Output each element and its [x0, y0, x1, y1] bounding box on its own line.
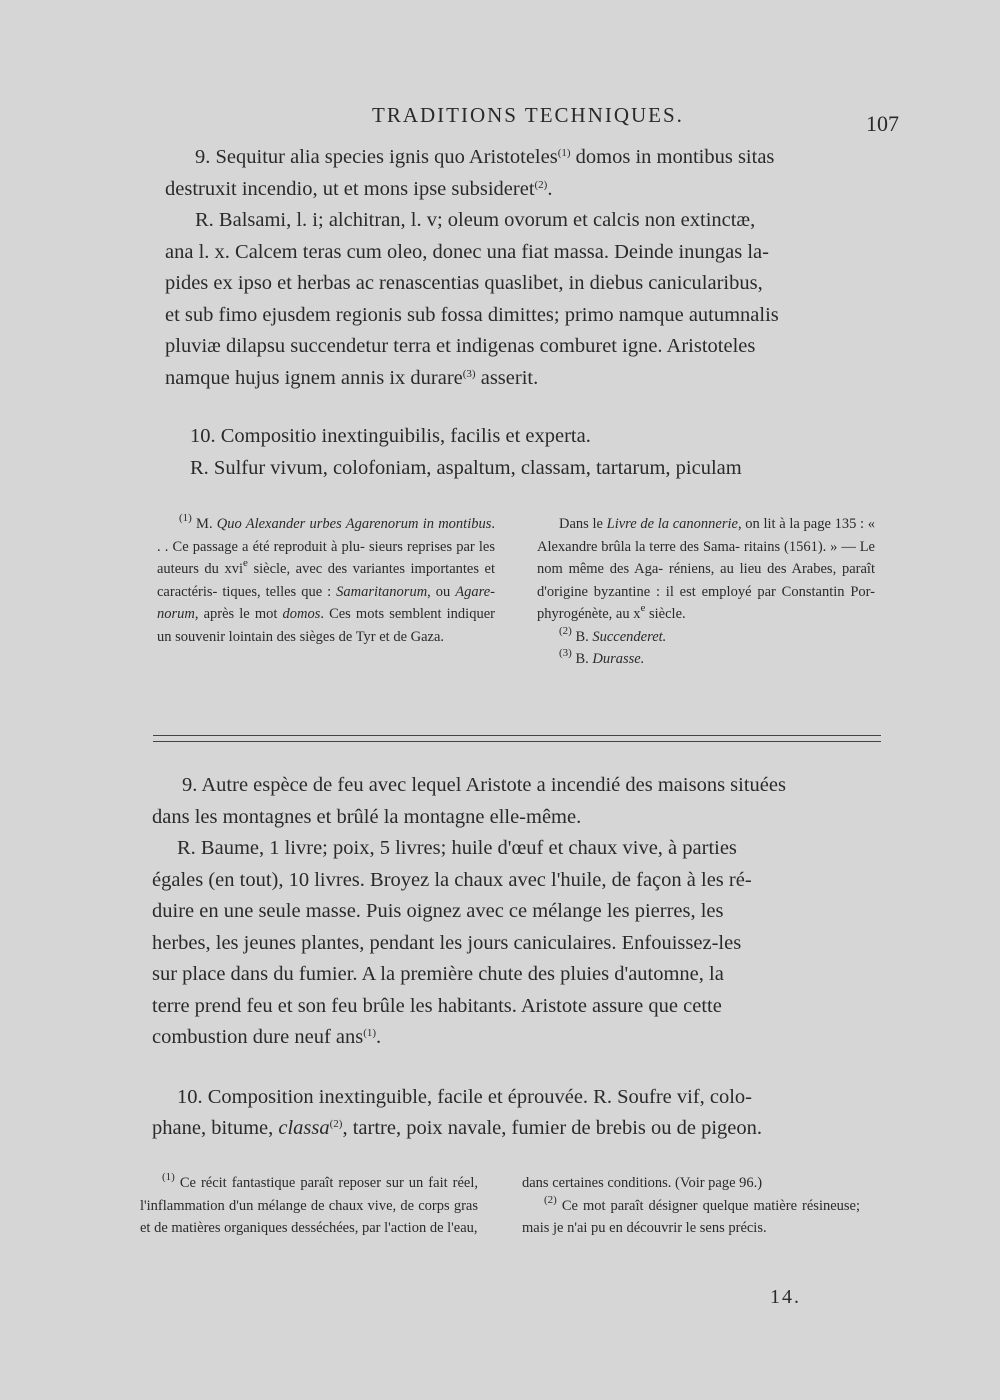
page-number: 107 — [866, 111, 899, 136]
running-title: TRADITIONS TECHNIQUES. — [372, 103, 684, 127]
footnotes-left-column: $^{(1)}$ M. Quo Alexander urbes Agarenorum in montibus. . . Ce passage a été reproduit à plu- sieurs reprises par les auteurs du xvi$^e$ siècle, avec des variantes importantes et caractéris- tiques, telles que : Samaritanorum, ou Agare- norum, après le mot domos. Ces mots semblent indiquer un souvenir lointain des sièges de Tyr et de Gaza. — [157, 512, 496, 645]
running-header — [0, 103, 1000, 136]
footnotes-left-column: $^{(1)}$ Ce récit fantastique paraît reposer sur un fait réel, l'inflammation d'un mélange de chaux vive, de corps gras et de matières organiques desséchées, par l'action de l'eau, — [140, 1171, 478, 1236]
french-paragraph-10: 10. Composition inextinguible, facile et éprouvée. R. Soufre vif, colo- phane, bitume, classa$^{(2)}$, tartre, poix navale, fumier de brebis ou de pigeon. — [152, 1085, 763, 1139]
footnotes-right-column: Dans le Livre de la canonnerie, on lit à la page 135 : « Alexandre brûla la terre des Sama- ritains (1561). » — Le nom même des Aga- réniens, au lieu des Arabes, paraît d'origine byzantine : il est employé par Constantin Por- phyrogénète, au $x^e$ siècle. $^{(2)}$ B. Succenderet. $^{(3)}$ B. Durasse. — [537, 516, 875, 667]
french-paragraph-9: 9. Autre espèce de feu avec lequel Aristote a incendié des maisons situées dans les montagnes et brûlé la montagne elle-même. — [152, 774, 786, 828]
footnote-ref: (2) — [534, 178, 548, 191]
footnotes-right-column: dans certaines conditions. (Voir page 96.) $^{(2)}$ Ce mot paraît désigner quelque matière résineuse; mais je n'ai pu en découvrir le sens précis. — [522, 1175, 861, 1236]
footnote-ref: (3) — [462, 367, 476, 380]
latin-recipe-9: R. Balsami, l. i; alchitran, l. v; oleum ovorum et calcis non extinctæ, ana l. x. Calcem teras cum oleo, donec una fiat massa. Deinde inungas la- pides ex ipso et herbas ac renascentias quaslibet, in diebus canicularibus, et sub fimo ejusdem regionis sub fossa dimittes; primo namque autumnalis pluviæ dilapsu succendetur terra et indigenas comburet igne. Aristoteles namque hujus ignem annis ix durare$^{(3)}$ asserit. — [165, 209, 779, 389]
footnote-ref: (1) — [557, 147, 571, 159]
latin-paragraph-10: 10. Compositio inextinguibilis, facilis et experta. R. Sulfur vivum, colofoniam, aspaltum, classam, tartarum, piculam — [190, 425, 742, 479]
french-recipe-9: R. Baume, 1 livre; poix, 5 livres; huile d'œuf et chaux vive, à parties égales (en tout), 10 livres. Broyez la chaux avec l'huile, de façon à les ré- duire en une seule masse. Puis oignez avec ce mélange les pierres, les herbes, les jeunes plantes, pendant les jours caniculaires. Enfouissez-les sur place dans du fumier. A la première chute des pluies d'automne, la terre prend feu et son feu brûle les habitants. Aristote assure que cette combustion dure neuf ans$^{(1)}$. — [152, 837, 752, 1048]
footnote-ref: (2) — [329, 1118, 343, 1130]
section-divider — [153, 735, 881, 742]
latin-paragraph-9: 9. Sequitur alia species ignis quo Aristoteles$^{(1)}$ domos in montibus sitas — [195, 146, 775, 168]
signature-mark: 14. — [770, 1286, 801, 1308]
french-section — [152, 770, 877, 1145]
latin-section: 9. Sequitur alia species ignis quo Aristoteles$^{(1)}$ domos in montibus sitas destruxit incendio, ut et mons ipse subsideret$^{(2)}$. R. Balsami, l. i; alchitran, l. v; oleum ovorum et calcis non extinctæ, ana l. x. Calcem teras cum oleo, donec una fiat massa. Deinde inungas la- pides ex ipso et herbas ac renascentias quaslibet, in diebus canicularibus, et sub fimo ejusdem regionis sub fossa dimittes; primo namque autumnalis pluviæ dilapsu succendetur terra et indigenas comburet igne. Aristoteles namque hujus ignem annis ix durare$^{(3)}$ asserit. 10. Compositio inextinguibilis, facilis et experta. R. Sulfur vivum, colofoniam, aspaltum, classam, tartarum, piculam — [165, 142, 895, 484]
footnote-ref: (1) — [363, 1027, 377, 1039]
